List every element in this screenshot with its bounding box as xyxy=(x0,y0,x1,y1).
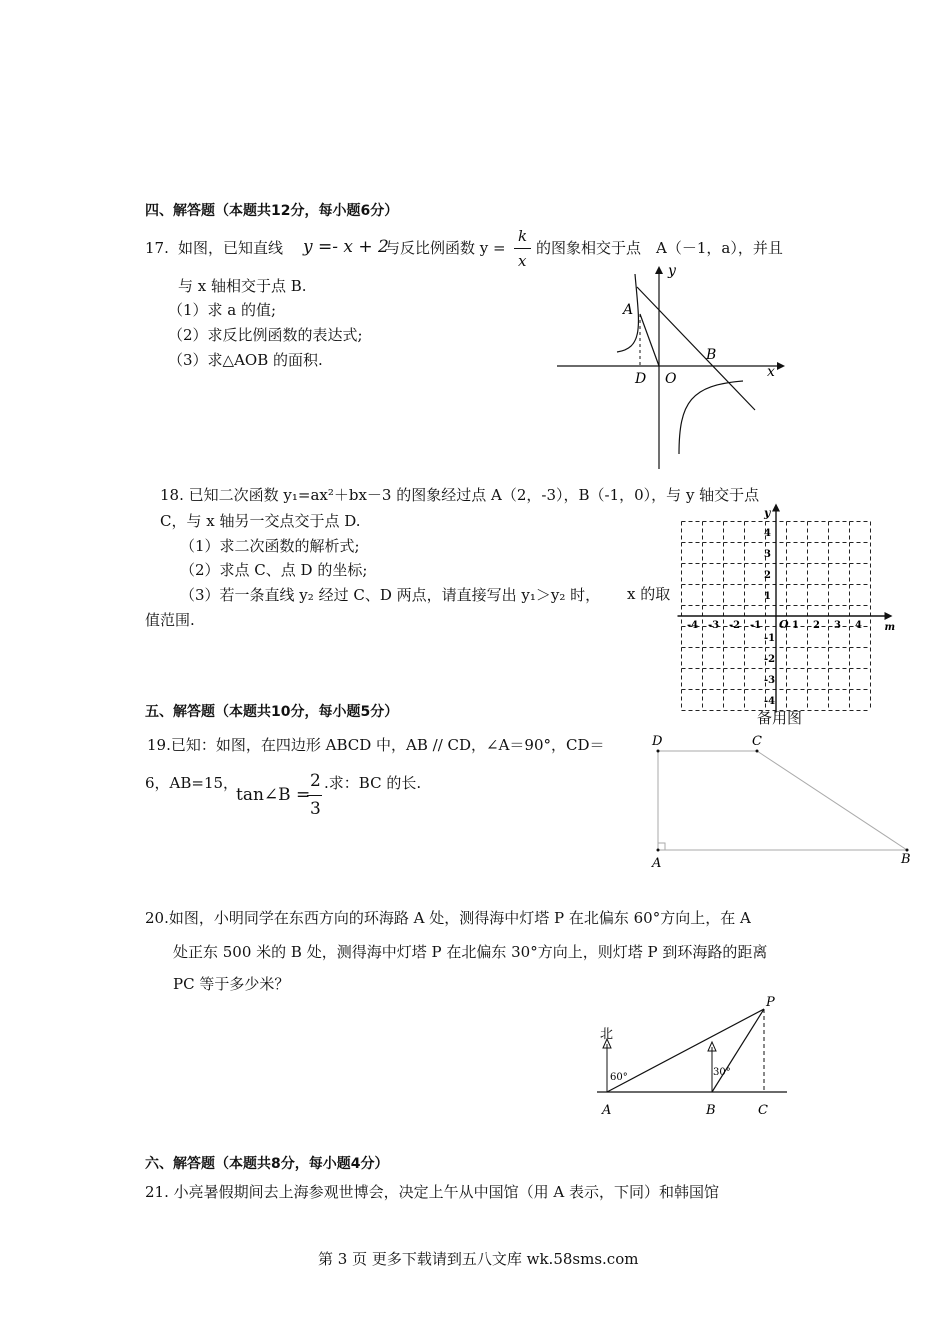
y-axis-label: y xyxy=(764,506,771,520)
label-c: C xyxy=(752,734,762,749)
q19-line2-b: .求：BC 的长. xyxy=(324,774,422,792)
q17-part2: （2）求反比例函数的表达式; xyxy=(168,326,363,344)
x-tick-label: -2 xyxy=(729,620,741,631)
x-tick-label: 3 xyxy=(834,620,841,631)
x-tick-label: -3 xyxy=(708,620,720,631)
x-tick-label: -1 xyxy=(750,620,762,631)
q18-line1: 18. 已知二次函数 y₁=ax²＋bx－3 的图象经过点 A（2，-3），B（-1，0），与 y 轴交于点 xyxy=(160,486,760,504)
q18-part3-c: 值范围. xyxy=(145,611,195,629)
q20-line1: 20.如图，小明同学在东西方向的环海路 A 处，测得海中灯塔 P 在北偏东 60°方向上，在 A xyxy=(145,909,751,927)
label-angle-30: 30° xyxy=(713,1067,731,1078)
dot-d xyxy=(657,750,660,753)
label-c: C xyxy=(758,1103,768,1118)
q17-point-a: A（－1，a），并且 xyxy=(656,239,783,257)
segment-ao xyxy=(640,314,659,366)
y-tick-label: 4 xyxy=(764,528,771,539)
q17-line2: 与 x 轴相交于点 B. xyxy=(178,277,307,295)
q18-grid-caption: 备用图 xyxy=(757,709,803,727)
x-tick-label: -4 xyxy=(687,620,699,631)
section6-heading: 六、解答题（本题共8分，每小题4分） xyxy=(145,1156,389,1172)
x-tick-label: 1 xyxy=(792,620,799,631)
y-tick-label: -2 xyxy=(764,654,776,665)
q18-part2: （2）求点 C、点 D 的坐标; xyxy=(180,561,368,579)
segment-bp xyxy=(712,1009,764,1092)
label-b: B xyxy=(901,852,911,867)
q17-text-b: 与反比例函数 y = xyxy=(385,239,506,257)
x-axis-arrow xyxy=(885,612,893,620)
y-tick-label: -1 xyxy=(764,633,776,644)
y-tick-label: -3 xyxy=(764,675,776,686)
dot-a xyxy=(657,849,660,852)
q21-line1: 21. 小亮暑假期间去上海参观世博会，决定上午从中国馆（用 A 表示，下同）和韩国馆 xyxy=(145,1183,719,1201)
q19-frac-den: 3 xyxy=(310,799,321,819)
q19-line1: 19.已知：如图，在四边形 ABCD 中，AB // CD，∠A＝90°，CD＝ xyxy=(147,736,605,754)
q17-figure xyxy=(555,262,795,472)
label-a: A xyxy=(623,302,634,318)
x-tick-label: 4 xyxy=(855,620,862,631)
q17-text-a: 如图，已知直线 xyxy=(178,239,284,257)
q20-line2: 处正东 500 米的 B 处，测得海中灯塔 P 在北偏东 30°方向上，则灯塔 P 到环海路的距离 xyxy=(173,943,768,961)
hyperbola-right-branch xyxy=(679,381,743,454)
y-tick-label: 3 xyxy=(764,549,771,560)
q17-number: 17. xyxy=(145,239,169,257)
page-footer: 第 3 页 更多下载请到五八文库 wk.58sms.com xyxy=(318,1250,639,1268)
q17-frac-num: k xyxy=(518,227,528,245)
label-a: A xyxy=(602,1103,612,1118)
y-tick-label: 2 xyxy=(764,570,771,581)
section4-heading: 四、解答题（本题共12分，每小题6分） xyxy=(145,203,399,219)
q18-line2: C，与 x 轴另一交点交于点 D. xyxy=(160,512,361,530)
q18-part3-b: x 的取 xyxy=(627,585,671,603)
y-tick-label: 1 xyxy=(764,591,771,602)
y-tick-label: -4 xyxy=(764,696,776,707)
q19-line2-a: 6，AB=15， xyxy=(145,774,239,792)
dot-c xyxy=(756,750,759,753)
label-o: O xyxy=(665,371,677,387)
segment-ap xyxy=(607,1009,764,1092)
q18-part3: （3）若一条直线 y₂ 经过 C、D 两点，请直接写出 y₁＞y₂ 时， xyxy=(180,586,601,604)
label-angle-60: 60° xyxy=(610,1072,628,1083)
label-d: D xyxy=(635,371,647,387)
q17-frac-bar xyxy=(514,248,531,249)
q17-line-equation: y =- x + 2 xyxy=(303,237,389,257)
q17-text-c: 的图象相交于点 xyxy=(536,239,642,257)
x-axis-label: m xyxy=(884,622,896,633)
linear-graph xyxy=(637,287,755,410)
y-axis-arrow xyxy=(655,266,663,274)
q19-frac-bar xyxy=(307,795,322,796)
q18-part1: （1）求二次函数的解析式; xyxy=(180,537,360,555)
q20-line3: PC 等于多少米？ xyxy=(173,975,290,993)
q17-part1: （1）求 a 的值; xyxy=(168,301,277,319)
label-p: P xyxy=(766,995,775,1010)
label-north: 北 xyxy=(600,1027,614,1042)
q19-frac-num: 2 xyxy=(310,771,321,791)
label-y: y xyxy=(668,263,676,279)
section5-heading: 五、解答题（本题共10分，每小题5分） xyxy=(145,704,399,720)
q18-grid-figure xyxy=(687,506,898,707)
label-b: B xyxy=(706,1103,716,1118)
q17-part3: （3）求△AOB 的面积. xyxy=(168,351,323,369)
origin-label: O xyxy=(779,618,789,631)
q20-figure xyxy=(592,992,792,1122)
label-x: x xyxy=(767,364,775,380)
x-tick-label: 2 xyxy=(813,620,820,631)
q17-frac-den: x xyxy=(518,252,527,270)
q19-figure xyxy=(645,730,915,870)
y-axis-arrow xyxy=(772,504,780,512)
label-d: D xyxy=(652,734,663,749)
label-b: B xyxy=(706,347,717,363)
label-a: A xyxy=(652,856,662,871)
q19-tan: tan∠B = xyxy=(236,785,311,805)
segment-cb xyxy=(757,751,907,850)
x-axis-arrow xyxy=(777,362,785,370)
